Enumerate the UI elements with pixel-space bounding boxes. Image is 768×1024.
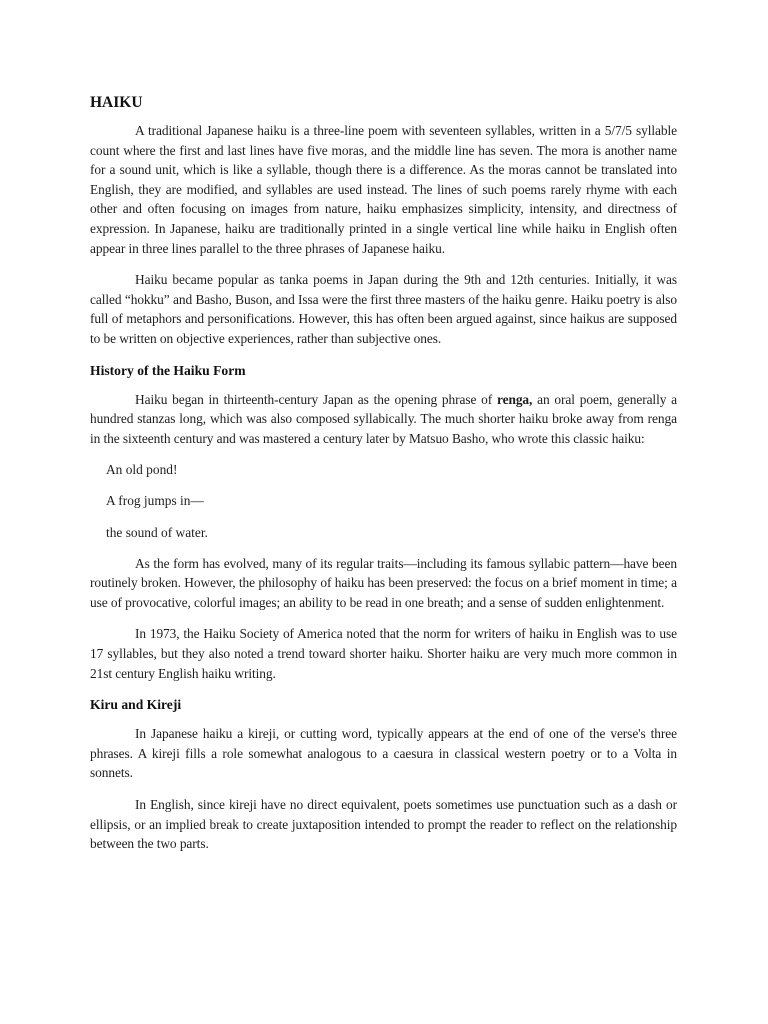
poem-line-2: A frog jumps in— bbox=[106, 493, 204, 509]
history-paragraph-3: In 1973, the Haiku Society of America noted that the norm for writers of haiku in English was to use 17 syllables, but they also noted a trend toward shorter haiku. Shorter haiku are very much more common in 21st century English haiku writing. bbox=[90, 626, 677, 681]
haiku-poem bbox=[90, 460, 677, 542]
kiru-paragraph-1: In Japanese haiku a kireji, or cutting word, typically appears at the end of one of the verse's three phrases. A kireji fills a role somewhat analogous to a caesura in classical western poetry or to a Volta in sonnets. bbox=[90, 726, 677, 781]
document-title: HAIKU bbox=[90, 94, 143, 111]
intro-paragraph-1: A traditional Japanese haiku is a three-line poem with seventeen syllables, written in a 5/7/5 syllable count where the first and last lines have five moras, and the middle line has seven. The mora is another name for a sound unit, which is like a syllable, though there is a difference. As the moras cannot be translated into English, they are modified, and syllables are used instead. The lines of such poems rarely rhyme with each other and often focusing on images from nature, haiku emphasizes simplicity, intensity, and directness of expression. In Japanese, haiku are traditionally printed in a single vertical line while haiku in English often appear in three lines parallel to the three phrases of Japanese haiku. bbox=[90, 123, 677, 256]
history-paragraph-1-start: Haiku began in thirteenth-century Japan as the opening phrase of bbox=[135, 391, 497, 407]
intro-paragraph-2: Haiku became popular as tanka poems in Japan during the 9th and 12th centuries. Initially, it was called “hokku” and Basho, Buson, and Issa were the first three masters of the haiku genre. Haiku poetry is also full of metaphors and personifications. However, this has often been argued against, since haikus are supposed to be written on objective experiences, rather than subjective ones. bbox=[90, 272, 677, 346]
kiru-heading: Kiru and Kireji bbox=[90, 697, 182, 713]
history-heading: History of the Haiku Form bbox=[90, 362, 246, 378]
history-paragraph-1 bbox=[90, 390, 677, 449]
history-paragraph-2: As the form has evolved, many of its regular traits—including its famous syllabic pattern—have been routinely broken. However, the philosophy of haiku has been preserved: the focus on a brief moment in time; a use of provocative, colorful images; an ability to be read in one breath; and a sense of sudden enlightenment. bbox=[90, 555, 677, 610]
kiru-paragraph-2: In English, since kireji have no direct equivalent, poets sometimes use punctuation such as a dash or ellipsis, or an implied break to create juxtaposition intended to prompt the reader to reflect on the relationship between the two parts. bbox=[90, 796, 677, 852]
renga-term: renga, bbox=[496, 391, 533, 407]
poem-line-3: the sound of water. bbox=[106, 524, 208, 540]
document-page bbox=[90, 92, 677, 866]
history-paragraph-1-end: an oral poem, generally a hundred stanzas long, which was also composed syllabically. The much shorter haiku broke away from renga in the sixteenth century and was mastered a century later by Matsuo Basho, who wrote this classic haiku: bbox=[90, 391, 677, 446]
poem-line-1: An old pond! bbox=[106, 462, 178, 478]
